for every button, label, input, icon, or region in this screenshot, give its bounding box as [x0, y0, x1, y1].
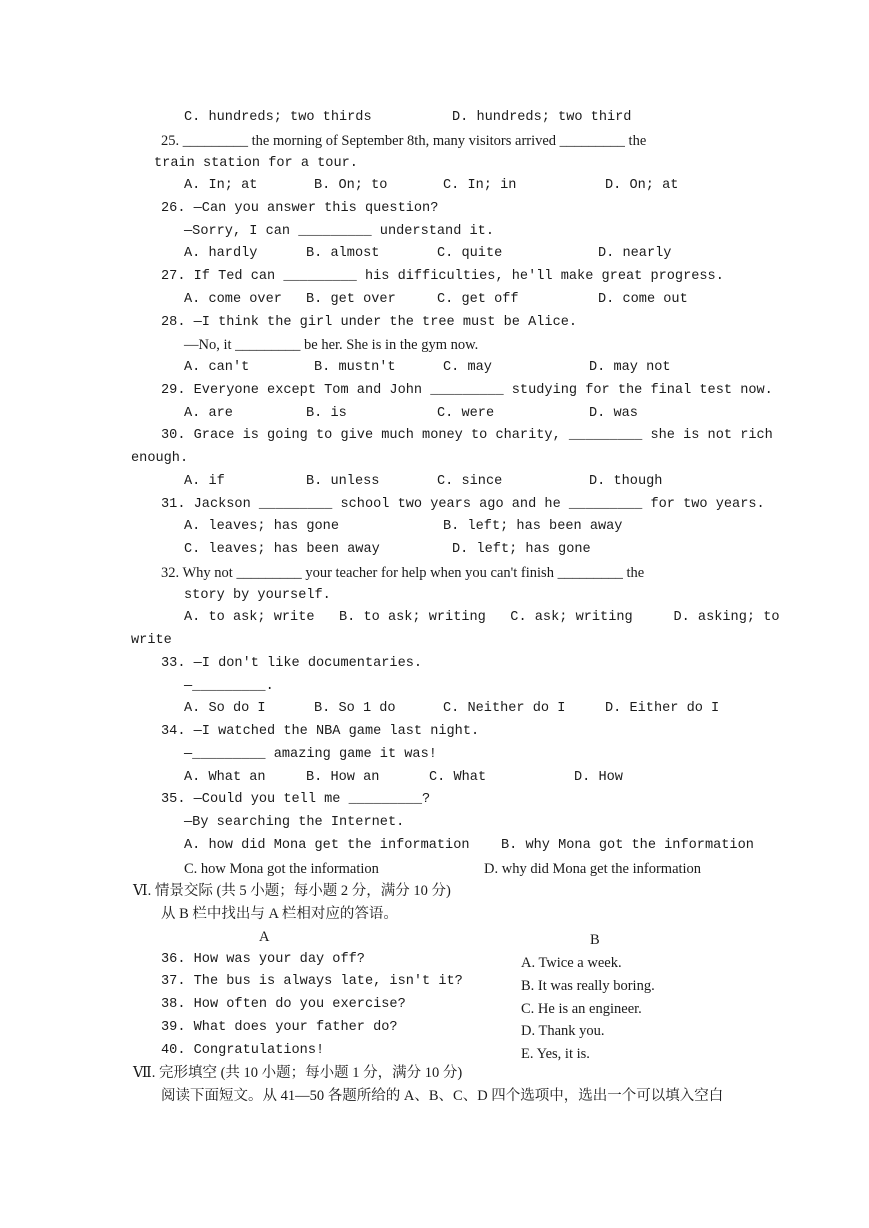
q27-option-c: C. get off: [437, 292, 519, 307]
q31-option-b: B. left; has been away: [443, 519, 623, 534]
q30-option-d: D. though: [589, 474, 663, 489]
q31-stem: 31. Jackson _________ school two years ago and he _________ for two years.: [161, 497, 765, 512]
q26-option-a: A. hardly: [184, 246, 258, 261]
q35-option-a: A. how did Mona get the information: [184, 838, 470, 853]
q28-stem-line1: 28. —I think the girl under the tree must be Alice.: [161, 315, 578, 330]
q26-option-b: B. almost: [306, 246, 380, 261]
column-b-item: C. He is an engineer.: [521, 1001, 642, 1017]
q30-option-b: B. unless: [306, 474, 380, 489]
q35-option-b: B. why Mona got the information: [501, 838, 754, 853]
q25-option-b: B. On; to: [314, 178, 388, 193]
q29-option-a: A. are: [184, 406, 233, 421]
q33-option-d: D. Either do I: [605, 701, 720, 716]
q26-stem-line1: 26. —Can you answer this question?: [161, 201, 439, 216]
q28-option-a: A. can't: [184, 360, 250, 375]
q27-option-a: A. come over: [184, 292, 282, 307]
q26-option-d: D. nearly: [598, 246, 672, 261]
q28-option-b: B. mustn't: [314, 360, 396, 375]
column-b-item: D. Thank you.: [521, 1023, 605, 1039]
q25-option-a: A. In; at: [184, 178, 258, 193]
q25-option-c: C. In; in: [443, 178, 517, 193]
q34-stem-line1: 34. —I watched the NBA game last night.: [161, 724, 480, 739]
q28-option-d: D. may not: [589, 360, 671, 375]
column-b-label: B: [590, 932, 600, 948]
section-6-heading: Ⅵ. 情景交际 (共 5 小题；每小题 2 分，满分 10 分): [133, 883, 451, 899]
q34-option-b: B. How an: [306, 770, 380, 785]
q25-stem-line2: train station for a tour.: [154, 156, 358, 171]
q27-option-b: B. get over: [306, 292, 396, 307]
q30-stem-line2: enough.: [131, 451, 189, 466]
q34-stem-line2: —_________ amazing game it was!: [184, 747, 437, 762]
q31-option-c: C. leaves; has been away: [184, 542, 380, 557]
q33-stem-line2: —_________.: [184, 679, 274, 694]
q35-option-d: D. why did Mona get the information: [484, 861, 702, 877]
column-a-item: 37. The bus is always late, isn't it?: [161, 974, 463, 989]
q29-option-c: C. were: [437, 406, 495, 421]
q30-option-c: C. since: [437, 474, 503, 489]
q30-stem-line1: 30. Grace is going to give much money to charity, _________ she is not rich: [161, 428, 773, 443]
section-6-instruction: 从 B 栏中找出与 A 栏相对应的答语。: [161, 906, 398, 922]
q29-option-d: D. was: [589, 406, 638, 421]
q34-option-d: D. How: [574, 770, 623, 785]
q34-option-c: C. What: [429, 770, 487, 785]
column-a-item: 36. How was your day off?: [161, 952, 365, 967]
column-b-item: B. It was really boring.: [521, 978, 655, 994]
q32-stem-line2: story by yourself.: [184, 588, 331, 603]
q31-option-a: A. leaves; has gone: [184, 519, 339, 534]
column-a-item: 39. What does your father do?: [161, 1020, 398, 1035]
q35-stem-line1: 35. —Could you tell me _________?: [161, 792, 431, 807]
q35-stem-line2: —By searching the Internet.: [184, 815, 405, 830]
q30-option-a: A. if: [184, 474, 225, 489]
section-7-heading: Ⅶ. 完形填空 (共 10 小题；每小题 1 分，满分 10 分): [133, 1065, 463, 1081]
q25-option-d: D. On; at: [605, 178, 679, 193]
q33-option-b: B. So 1 do: [314, 701, 396, 716]
q32-stem-line1: 32. Why not _________ your teacher for help when you can't finish _________ the: [161, 565, 645, 581]
q34-option-a: A. What an: [184, 770, 266, 785]
q25-stem-line1: 25. _________ the morning of September 8th, many visitors arrived _________ the: [161, 133, 647, 149]
q29-stem: 29. Everyone except Tom and John _________ studying for the final test now.: [161, 383, 773, 398]
q32-options-wrap: write: [131, 633, 172, 648]
q26-option-c: C. quite: [437, 246, 503, 261]
q28-stem-line2: —No, it _________ be her. She is in the gym now.: [184, 337, 479, 353]
column-b-item: A. Twice a week.: [521, 955, 622, 971]
q33-option-c: C. Neither do I: [443, 701, 566, 716]
q24-option-d: D. hundreds; two third: [452, 110, 632, 125]
column-a-item: 38. How often do you exercise?: [161, 997, 406, 1012]
q33-option-a: A. So do I: [184, 701, 266, 716]
q33-stem-line1: 33. —I don't like documentaries.: [161, 656, 423, 671]
q35-option-c: C. how Mona got the information: [184, 861, 379, 877]
q29-option-b: B. is: [306, 406, 347, 421]
column-b-item: E. Yes, it is.: [521, 1046, 590, 1062]
q31-option-d: D. left; has gone: [452, 542, 591, 557]
column-a-label: A: [259, 929, 270, 945]
q27-stem: 27. If Ted can _________ his difficulties, he'll make great progress.: [161, 269, 724, 284]
q32-options: A. to ask; write B. to ask; writing C. ask; writing D. asking; to: [184, 610, 780, 625]
q26-stem-line2: —Sorry, I can _________ understand it.: [184, 224, 494, 239]
q27-option-d: D. come out: [598, 292, 688, 307]
section-7-instruction: 阅读下面短文。从 41—50 各题所给的 A、B、C、D 四个选项中，选出一个可以填入空白: [161, 1088, 724, 1104]
q24-option-c: C. hundreds; two thirds: [184, 110, 372, 125]
q28-option-c: C. may: [443, 360, 492, 375]
column-a-item: 40. Congratulations!: [161, 1043, 325, 1058]
